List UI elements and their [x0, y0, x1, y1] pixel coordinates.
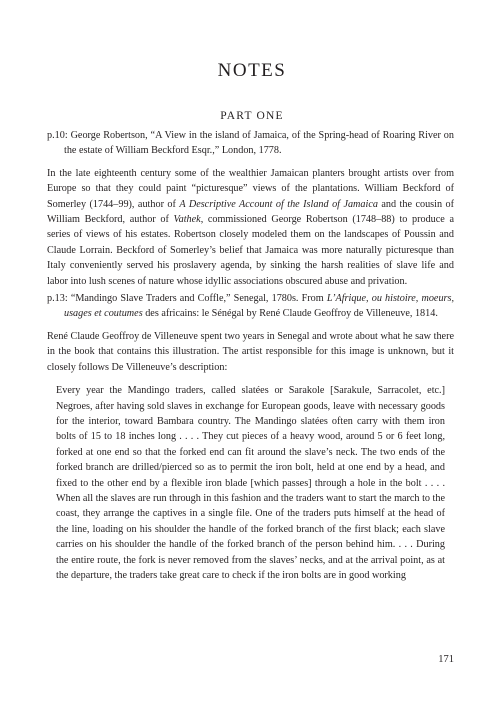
- book-title-italic: Vathek: [173, 214, 201, 226]
- note-entry-p10: [0, 128, 504, 159]
- block-quote: Every year the Mandingo traders, called slatées or Sarakole [Sarakule, Sarracolet, etc.] Negroes, after having sold slaves in exchange for European goods, leave with necessary goods for the interior, toward Bambara country. The Mandingo slatées often carry with them iron bolts of 15 to 18 inches long . . . . They cut pieces of a heavy wood, around 5 or 6 feet long, forked at one end so that the forked end can fit around the slave’s neck. The two ends of the forked branch are drilled/pierced so as to permit the iron bolt, held at one end by a head, and fixed to the other end by a flexible iron blade [which passes] through a hole in the bolt . . . . When all the slaves are run through in this fashion and the traders want to start the march to the coast, they arrange the captives in a single file. One of the traders puts himself at the head of the line, loading on his shoulder the handle of the forked branch of the first black; each slave carries on his shoulder the handle of the forked branch of the person behind him. . . . During the entire route, the fork is never removed from the slaves’ necks, and at the arrival point, as at the departure, the traders take great care to check if the iron bolts are in good working: [56, 385, 445, 581]
- note-paragraph-villeneuve: René Claude Geoffroy de Villeneuve spent two years in Senegal and wrote about what he saw there in the book that contains this illustration. The artist responsible for this image is unknown, but it closely follows De Villeneuve’s description:: [47, 330, 454, 373]
- page-title: NOTES: [217, 60, 287, 81]
- page-reference: p.13:: [47, 293, 68, 305]
- note-citation: “Mandingo Slave Traders and Coffle,” Senegal, 1780s. From: [70, 293, 327, 305]
- notes-body: [0, 128, 504, 583]
- book-title-italic: A Descriptive Account of the Island of Jamaica: [179, 198, 378, 210]
- paragraph-text: and the cousin of William Beckford, author of: [47, 198, 454, 226]
- page-reference: p.10:: [47, 130, 68, 141]
- note-citation: des africains: le Sénégal by René Claude Geoffroy de Villeneuve, 1814.: [142, 308, 438, 320]
- page-number: 171: [438, 654, 454, 665]
- note-paragraph-beckford: [0, 166, 504, 289]
- part-heading: PART ONE: [220, 110, 284, 122]
- paragraph-text: , commissioned George Robertson (1748–88) to produce a series of views of his estates. Robertson closely modeled them on the landscapes of Poussin and Claude Lorrain. Beckford of Somerley’s belief that Jamaica was more naturally picturesque than Italy conveniently served his proslavery agenda, by sinking the harsh realities of slave life and labor into lush scenes of nature whose idyllic associations obscured abuse and privation.: [47, 214, 454, 287]
- paragraph-text: In the late eighteenth century some of the wealthier Jamaican planters brought artists over from Europe so that they could paint “picturesque” views of the plantations. William Beckford of Somerley (1744–99), author of: [47, 167, 454, 210]
- note-citation: George Robertson, “A View in the island of Jamaica, of the Spring-head of Roaring River on the estate of William Beckford Esqr.,” London, 1778.: [64, 130, 454, 157]
- book-title-italic: L’Afrique, ou histoire, moeurs, usages et coutumes: [64, 293, 455, 320]
- note-entry-p13: [0, 291, 504, 322]
